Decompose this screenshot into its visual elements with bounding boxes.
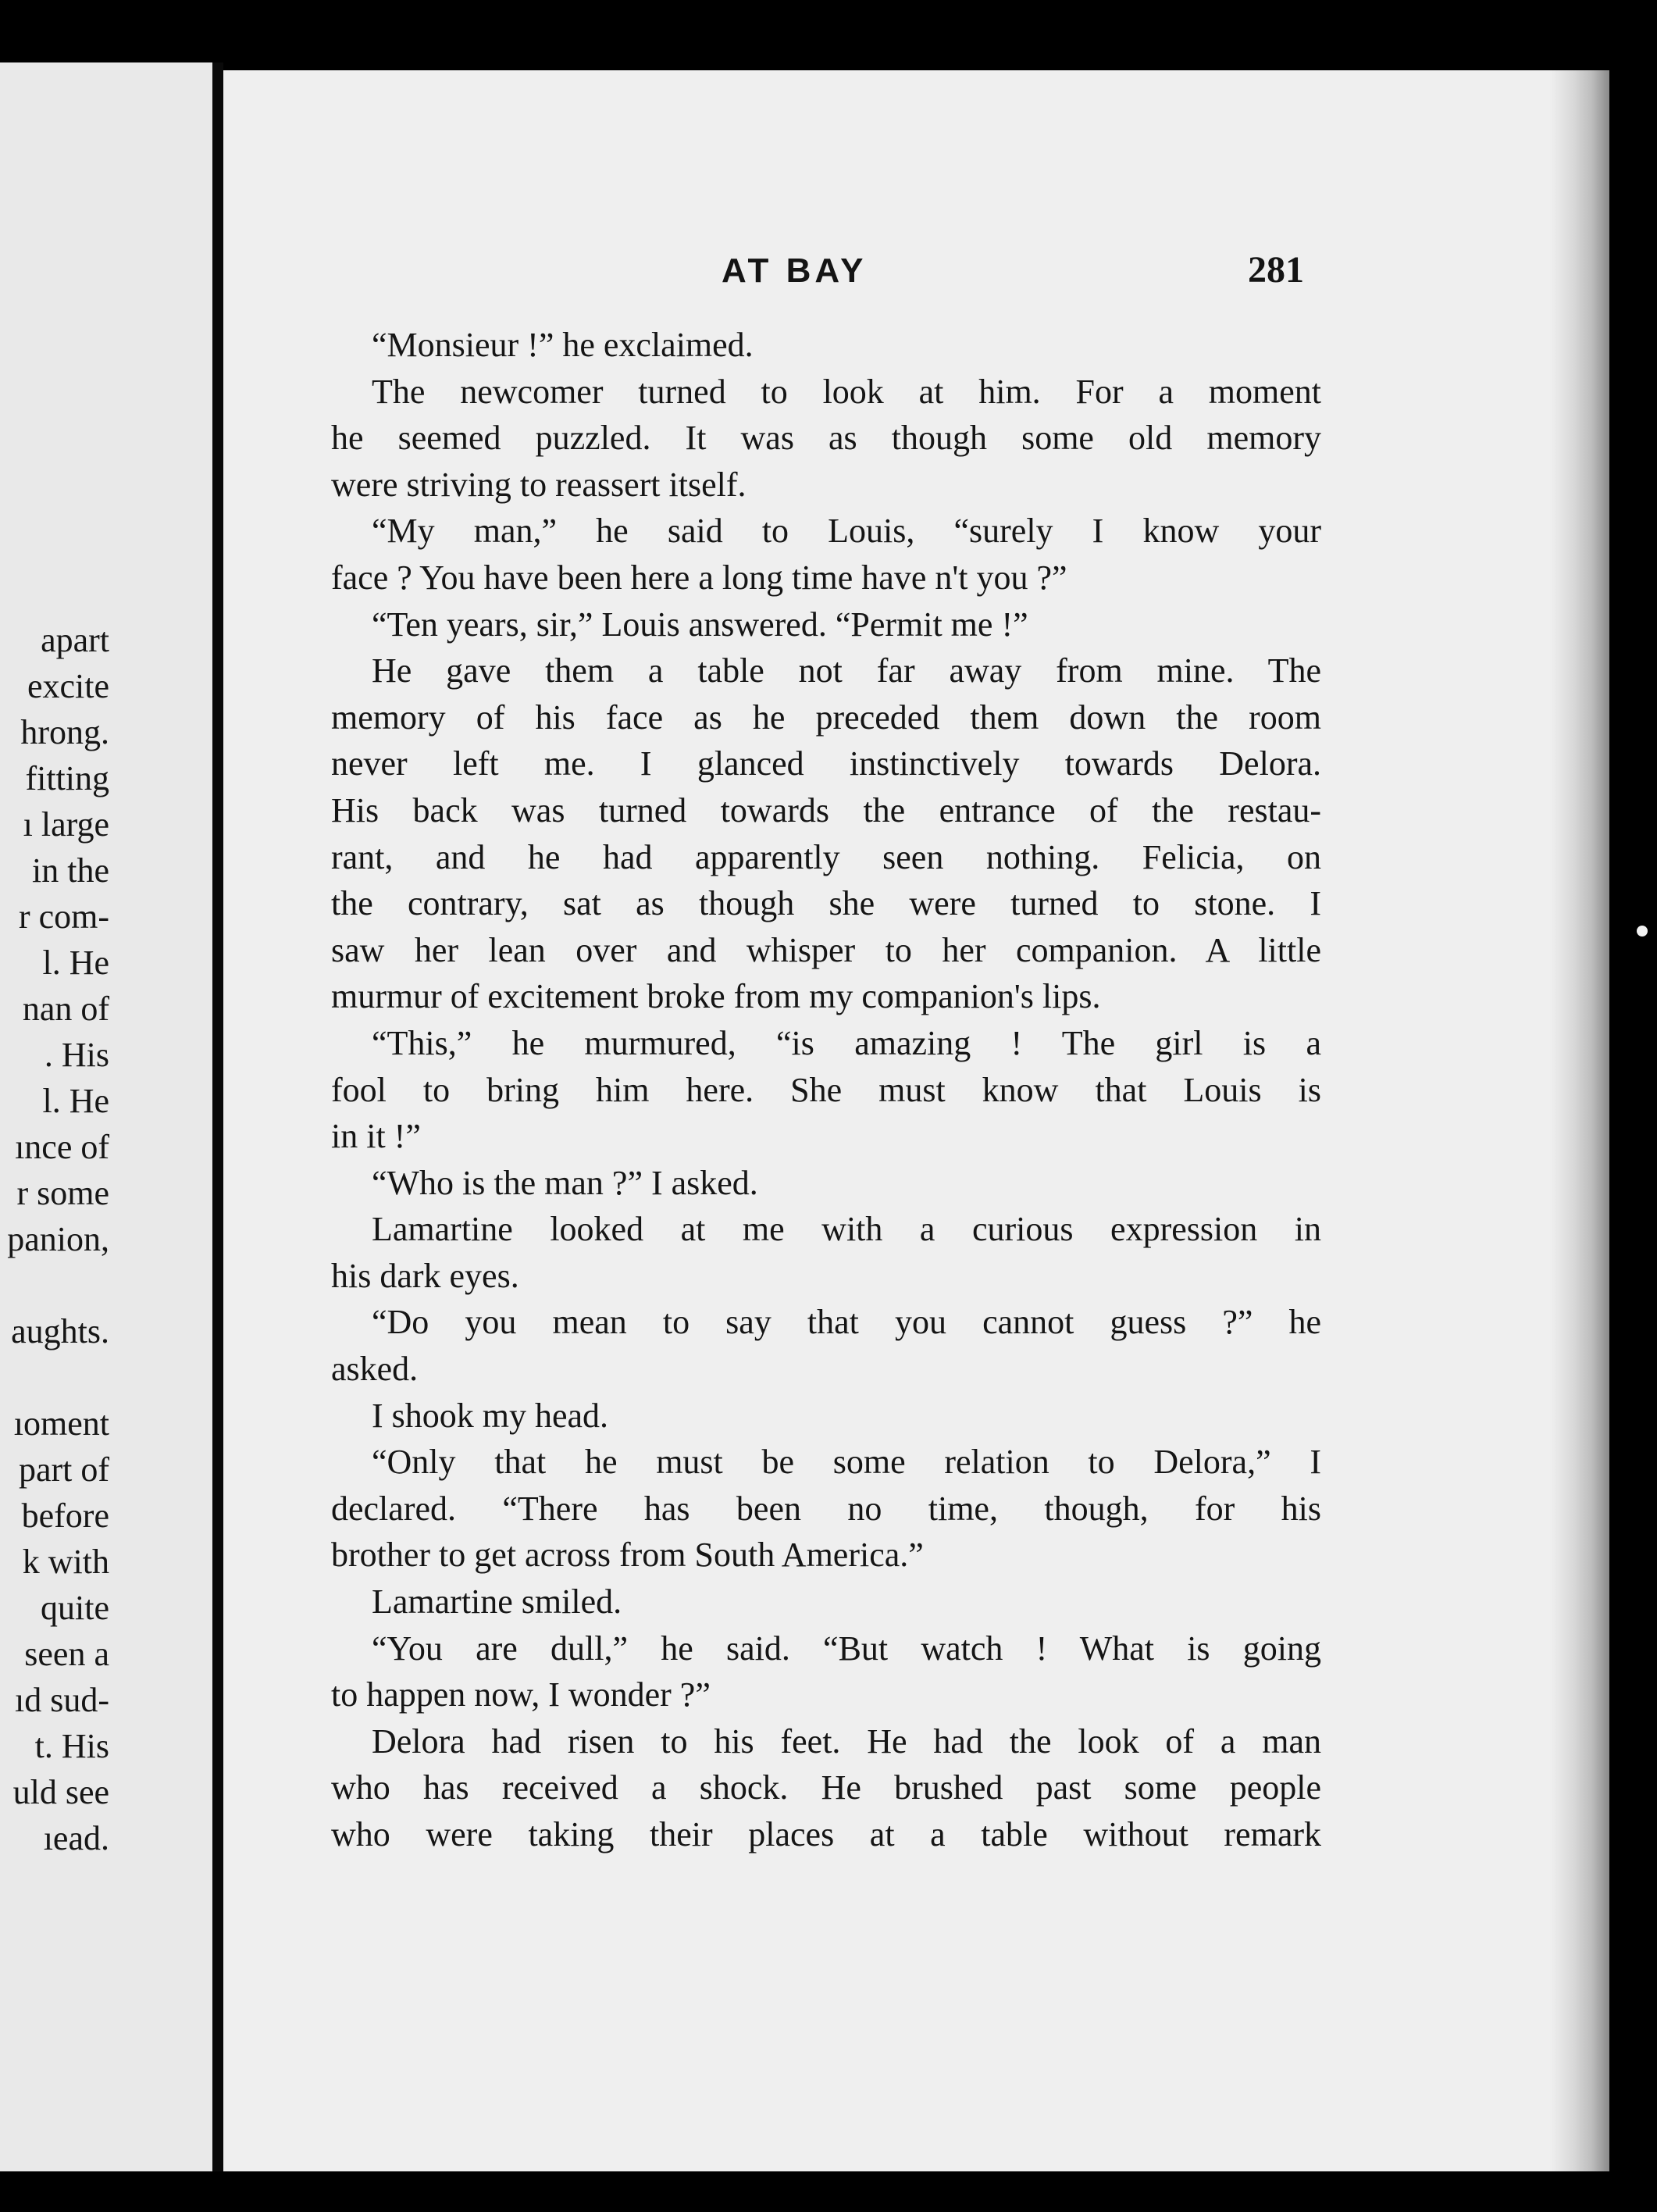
text-line: the contrary, sat as though she were turned to stone. I (331, 884, 1321, 923)
text-line: were striving to reassert itself. (331, 465, 747, 504)
text-line: Lamartine looked at me with a curious expression in (372, 1210, 1321, 1249)
text-line: “You are dull,” he said. “But watch ! What is going (372, 1629, 1321, 1668)
text-line: Lamartine smiled. (372, 1582, 622, 1622)
text-line: saw her lean over and whisper to her companion. A little (331, 930, 1321, 969)
text-line: “Ten years, sir,” Louis answered. “Permit me !” (372, 605, 1028, 644)
left-page-line: panion, (7, 1220, 109, 1258)
left-page-line: . His (44, 1036, 109, 1074)
left-page-fragment (0, 62, 212, 2171)
text-line: asked. (331, 1350, 419, 1389)
text-line: Delora had risen to his feet. He had the look of a man (372, 1721, 1321, 1761)
left-page-line: ınce of (15, 1128, 109, 1166)
left-page-line: apart (41, 621, 109, 659)
left-page-line (0, 1354, 212, 1400)
page-number: 281 (1248, 249, 1304, 291)
running-head: AT BAY (722, 252, 868, 290)
left-page-line: part of (18, 1450, 109, 1489)
left-page-line: hrong. (20, 713, 109, 751)
left-page-line: l. He (42, 944, 109, 982)
text-line: memory of his face as he preceded them down the room (331, 697, 1321, 737)
scan-speck (1637, 926, 1648, 937)
text-line: who were taking their places at a table without remark (331, 1815, 1321, 1853)
left-page-line: ıoment (13, 1404, 109, 1443)
book-gutter (212, 62, 223, 2171)
left-page-line: ı large (23, 805, 109, 844)
left-page-line: l. He (42, 1082, 109, 1120)
text-line: His back was turned towards the entrance of the restau- (331, 790, 1321, 830)
text-line: who has received a shock. He brushed past some people (331, 1768, 1321, 1807)
left-page-line: excite (27, 667, 109, 705)
text-line: murmur of excitement broke from my companion's lips. (331, 977, 1101, 1016)
text-line: in it !” (331, 1117, 421, 1156)
page-edge-shadow (1550, 70, 1609, 2171)
left-page-line: r some (16, 1174, 109, 1212)
text-line: “This,” he murmured, “is amazing ! The girl is a (372, 1023, 1321, 1062)
left-page-line: ıd sud- (15, 1681, 109, 1719)
text-line: never left me. I glanced instinctively towards Delora. (331, 744, 1321, 783)
text-line: I shook my head. (372, 1396, 609, 1435)
text-line: “Only that he must be some relation to Delora,” I (372, 1443, 1321, 1482)
left-page-line: ıead. (43, 1819, 109, 1857)
text-line: “Who is the man ?” I asked. (372, 1163, 758, 1202)
text-line: “My man,” he said to Louis, “surely I know your (372, 512, 1321, 551)
text-line: rant, and he had apparently seen nothing. Felicia, on (331, 837, 1321, 876)
left-page-line: before (21, 1497, 109, 1535)
text-line: “Do you mean to say that you cannot guess ?” he (372, 1303, 1321, 1342)
left-page-line: seen a (24, 1635, 109, 1673)
scan-border (1609, 0, 1657, 2212)
text-line: his dark eyes. (331, 1256, 519, 1295)
text-line: fool to bring him here. She must know that Louis is (331, 1070, 1321, 1109)
text-line: he seemed puzzled. It was as though some old memory (331, 419, 1321, 458)
left-page-line (0, 1262, 212, 1308)
text-line: to happen now, I wonder ?” (331, 1675, 711, 1714)
body-text (331, 322, 1321, 1858)
left-page-line: uld see (12, 1773, 109, 1811)
left-page-line: r com- (18, 897, 109, 936)
text-line: declared. “There has been no time, though, for his (331, 1489, 1321, 1528)
left-page-line: in the (32, 851, 109, 890)
left-page-text (0, 62, 212, 1861)
text-line: brother to get across from South America.” (331, 1536, 924, 1575)
text-line: “Monsieur !” he exclaimed. (372, 326, 754, 364)
text-line: The newcomer turned to look at him. For a moment (372, 372, 1321, 411)
left-page-line: nan of (22, 990, 109, 1028)
left-page-line: quite (41, 1589, 109, 1627)
left-page-line: k with (22, 1543, 109, 1581)
text-line: He gave them a table not far away from mine. The (372, 651, 1321, 690)
left-page-line: fitting (25, 759, 109, 797)
left-page-line: t. His (34, 1727, 109, 1765)
text-line: face ? You have been here a long time have n't you ?” (331, 558, 1067, 597)
left-page-line: aughts. (11, 1312, 109, 1350)
